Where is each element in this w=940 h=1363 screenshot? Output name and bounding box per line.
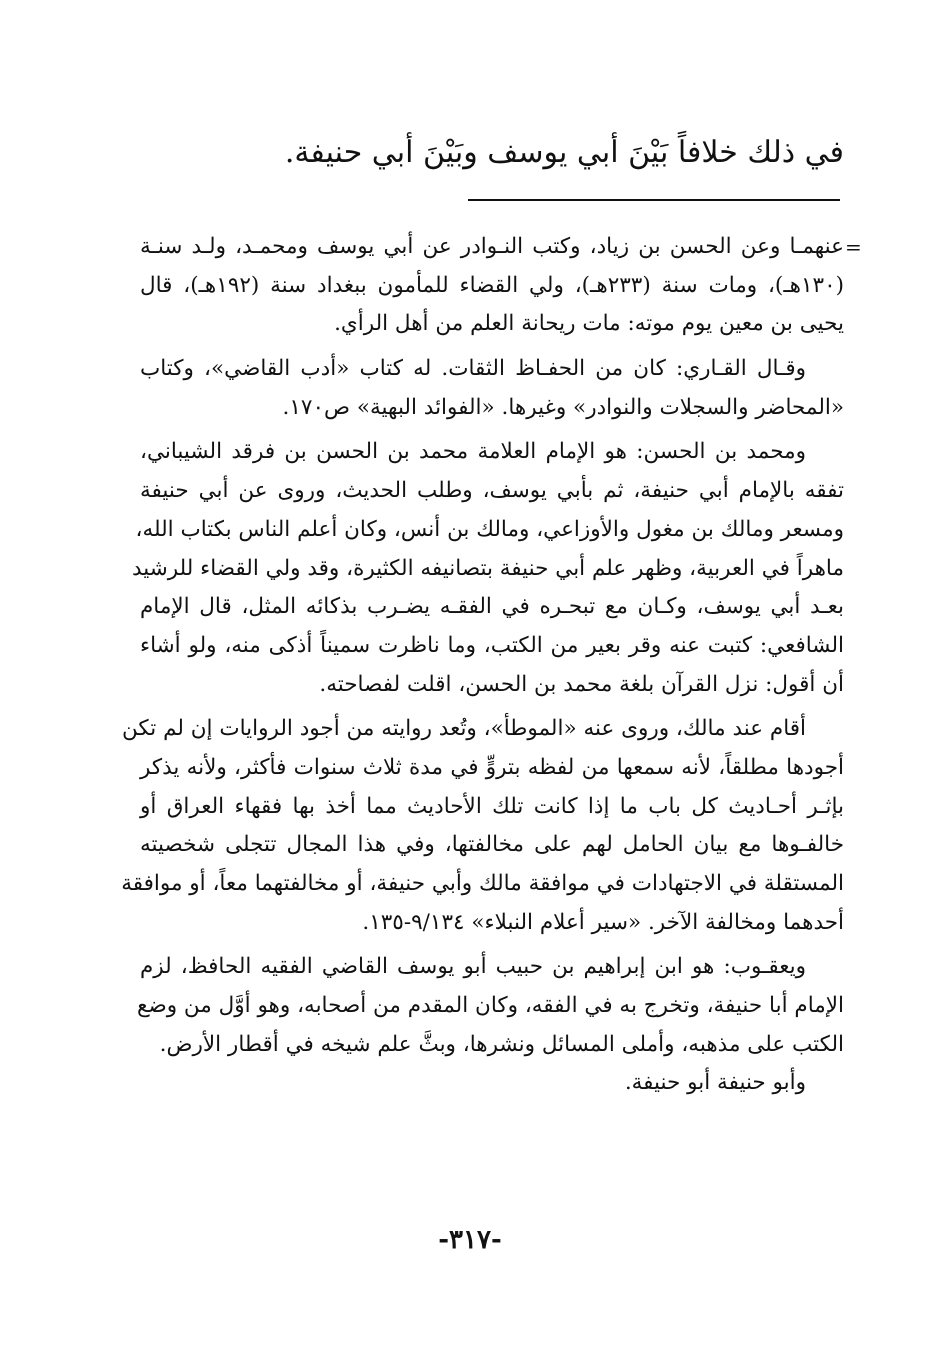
footnote-line: يحيى بن معين يوم موته: مات ريحانة العلم من أهل الرأي. xyxy=(334,311,844,337)
footnote-line: بعـد أبي يوسف، وكـان مع تبحـره في الفقـه يضـرب بذكائه المثل، قال الإمام xyxy=(140,594,844,620)
footnote-line: الشافعي: كتبت عنه وقر بعير من الكتب، وما ناظرت سميناً أذكى منه، ولو أشاء xyxy=(140,632,844,658)
footnote-separator-rule xyxy=(468,199,840,201)
footnote-line: ومسعر ومالك بن مغول والأوزاعي، ومالك بن أنس، وكان أعلم الناس بكتاب الله، xyxy=(135,516,844,542)
footnote-line: ومحمد بن الحسن: هو الإمام العلامة محمد بن الحسن بن فرقد الشيباني، xyxy=(140,439,806,465)
footnote-line: الكتب على مذهبه، وأملى المسائل ونشرها، وبثَّ علم شيخه في أقطار الأرض. xyxy=(159,1031,844,1057)
footnote-line: (١٣٠هـ)، ومات سنة (٢٣٣هـ)، ولي القضاء للمأمون ببغداد سنة (١٩٢هـ)، قال xyxy=(140,272,845,298)
footnote-line: أن أقول: نزل القرآن بلغة محمد بن الحسن، اقلت لفصاحته. xyxy=(319,671,844,697)
page-number: -٣١٧- xyxy=(438,1225,502,1255)
footnote-line: عنهمـا وعن الحسن بن زياد، وكتب النـوادر عن أبي يوسف ومحمـد، ولـد سنـة xyxy=(140,234,844,259)
footnote-line: وقـال القـاري: كان من الحفـاظ الثقات. له كتاب «أدب القاضي»، وكتاب xyxy=(140,356,806,382)
footnote-line: المستقلة في الاجتهادات في موافقة مالك وأبي حنيفة، أو مخالفتهما معاً، أو موافقة xyxy=(121,871,844,896)
footnote-line: تفقه بالإمام أبي حنيفة، ثم بأبي يوسف، وطلب الحديث، وروى عن أبي حنيفة xyxy=(140,478,844,504)
footnote-line: ويعقـوب: هو ابن إبراهيم بن حبيب أبو يوسف القاضي الفقيه الحافظ، لزم xyxy=(140,954,806,980)
footnote-line: بإثـر أحـاديث كل باب ما إذا كانت تلك الأحاديث مما أخذ بها فقهاء العراق أو xyxy=(140,793,844,819)
footnote-line: أحدهما ومخالفة الآخر. «سير أعلام النبلاء» ٩/١٣٤-١٣٥. xyxy=(362,909,844,935)
main-text-line: في ذلك خلافاً بَيْنَ أبي يوسف وبَيْنَ أبي حنيفة. xyxy=(284,135,844,170)
footnote-line: ماهراً في العربية، وظهر علم أبي حنيفة بتصانيفه الكثيرة، وقد ولي القضاء للرشيد xyxy=(131,555,844,581)
footnote-line: أجودها مطلقاً، لأنه سمعها من لفظه بتروٍّ في مدة ثلاث سنوات فأكثر، ولأنه يذكر xyxy=(140,754,844,780)
footnote-line: «المحاضر والسجلات والنوادر» وغيرها. «الفوائد البهية» ص١٧٠. xyxy=(282,394,844,420)
footnote-line: خالفـوها مع بيان الحامل لهم على مخالفتها، وفي هذا المجال تتجلى شخصيته xyxy=(140,832,844,858)
footnote-line: أقام عند مالك، وروى عنه «الموطأ»، وتُعد روايته من أجود الروايات إن لم تكن xyxy=(122,716,806,742)
footnote-line: وأبو حنيفة أبو حنيفة. xyxy=(624,1070,806,1096)
footnote-line: الإمام أبا حنيفة، وتخرج به في الفقه، وكان المقدم من أصحابه، وهو أوَّل من وضع xyxy=(137,993,844,1019)
footnotes-block xyxy=(121,228,845,1103)
footnote-continuation-mark: = xyxy=(845,235,862,259)
